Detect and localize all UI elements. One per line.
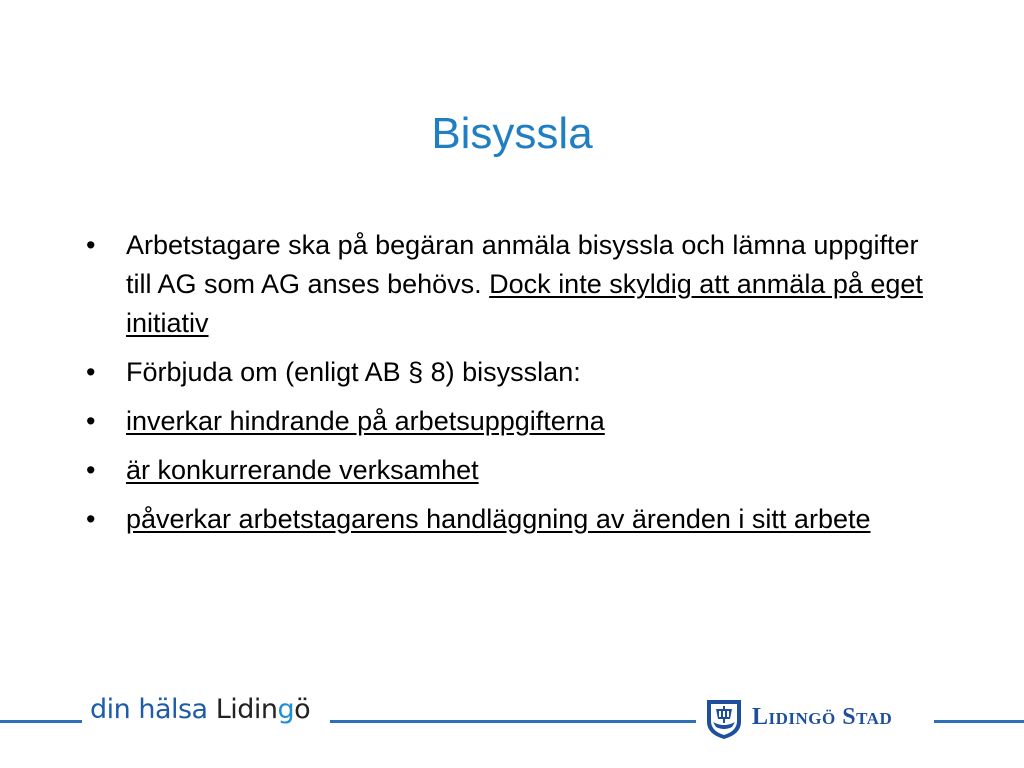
bullet-underlined-text: påverkar arbetstagarens handläggning av ärenden i sitt arbete	[126, 504, 871, 534]
bullet-mark: •	[86, 406, 96, 436]
logo-text-li: Li	[215, 694, 238, 725]
footer-line-middle	[330, 720, 696, 723]
bullet-underlined-text: inverkar hindrande på arbetsuppgifterna	[126, 406, 605, 436]
bullet-item	[86, 451, 936, 490]
bullet-text: Förbjuda om (enligt AB § 8) bisysslan:	[126, 357, 581, 387]
bullet-item	[86, 402, 936, 441]
bullet-mark: •	[86, 504, 96, 534]
footer-line-left	[0, 720, 82, 723]
bullet-underlined-text: Dock inte skyldig att anmäla på eget initiativ	[126, 269, 923, 338]
logo-text-din-halsa: din hälsa	[90, 694, 216, 725]
bullet-mark: •	[86, 357, 96, 387]
logo-text-o: ö	[294, 694, 311, 725]
logo-text-g: g	[277, 694, 295, 725]
bullet-mark: •	[86, 230, 96, 260]
bullet-item	[86, 226, 936, 343]
bullet-underlined-text: är konkurrerande verksamhet	[126, 455, 479, 485]
logo-text-din: din	[237, 694, 278, 725]
bullet-item	[86, 353, 936, 392]
slide-title: Bisyssla	[431, 109, 593, 158]
bullet-text: Arbetstagare ska på begäran anmäla bisyssla och lämna uppgifter till AG som AG anses behövs.	[126, 230, 919, 299]
bullet-item	[86, 500, 936, 539]
din-halsa-lidingo-logo	[90, 690, 310, 730]
bullet-list	[86, 226, 936, 549]
ship-crest-icon	[705, 698, 743, 740]
lidingo-stad-logo-text: Lidingö Stad	[752, 704, 893, 730]
footer-line-right	[934, 720, 1024, 723]
bullet-mark: •	[86, 455, 96, 485]
